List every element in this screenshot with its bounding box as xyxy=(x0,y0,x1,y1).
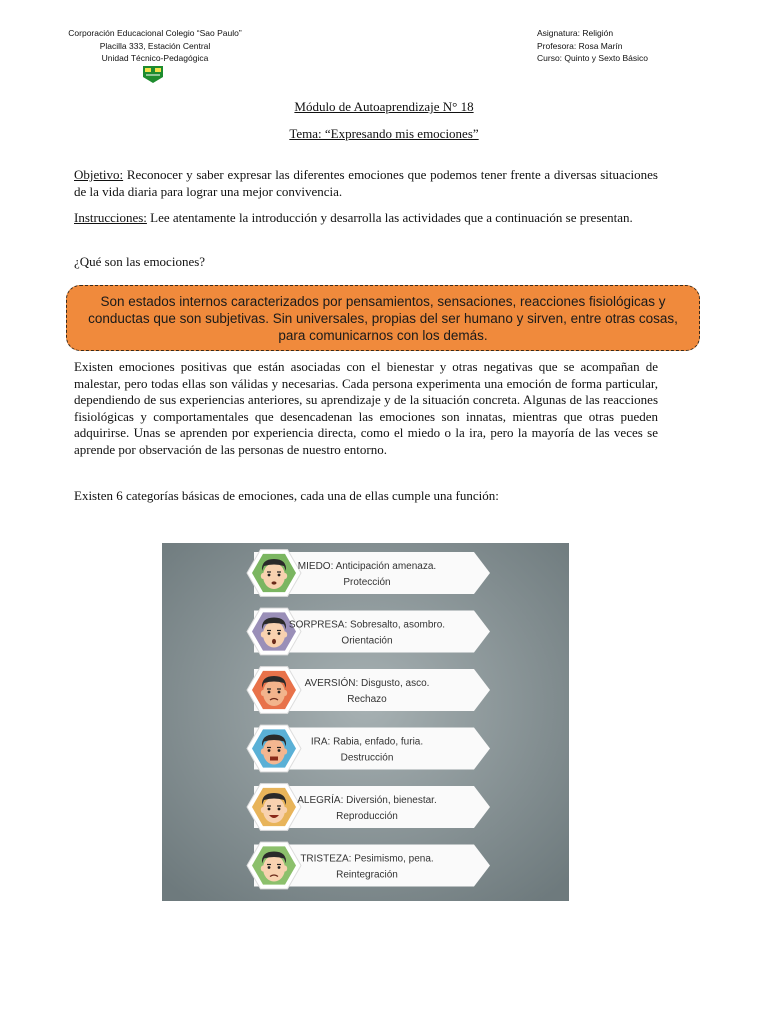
school-address: Placilla 333, Estación Central xyxy=(99,40,211,51)
definition-callout: Son estados internos caracterizados por pensamientos, sensaciones, reacciones fisiológicas y conductas que son subjetivas. Sin universales, propias del ser humano y sirven, entre otras cosas, para comunicarnos con los demás. xyxy=(66,285,700,351)
emotion-title: IRA: Rabia, enfado, furia. xyxy=(310,736,424,748)
topic-title: Tema: “Expresando mis emociones” xyxy=(289,126,479,141)
school-unit: Unidad Técnico-Pedagógica xyxy=(101,53,209,63)
subject: Asignatura: Religión xyxy=(537,28,614,38)
module-title: Módulo de Autoaprendizaje N° 18 xyxy=(294,99,474,114)
emotion-title: TRISTEZA: Pesimismo, pena. xyxy=(300,853,434,865)
course-info xyxy=(537,27,648,65)
emotions-infographic xyxy=(162,543,569,901)
emotions-infographic-svg xyxy=(162,543,569,901)
question-heading: ¿Qué son las emociones? xyxy=(74,254,206,269)
objective-paragraph xyxy=(74,167,658,200)
categories-intro: Existen 6 categorías básicas de emociones, cada una de ellas cumple una función: xyxy=(74,488,499,503)
instructions-text: Lee atentamente la introducción y desarrolla las actividades que a continuación se presentan. xyxy=(146,210,633,225)
emotion-title: MIEDO: Anticipación amenaza. xyxy=(297,561,437,572)
school-logo xyxy=(143,66,163,83)
emotion-row-surprise xyxy=(247,608,490,655)
emotion-title: SORPRESA: Sobresalto, asombro. xyxy=(288,619,446,631)
emotion-function: Rechazo xyxy=(347,694,387,705)
objective-text: Reconocer y saber expresar las diferentes emociones que podemos tener frente a diversas situaciones de la vida diaria para lograr una mejor convivencia. xyxy=(74,167,658,199)
emotion-function: Orientación xyxy=(341,635,393,647)
objective-label: Objetivo: xyxy=(74,167,124,182)
course: Curso: Quinto y Sexto Básico xyxy=(537,53,649,63)
school-name: Corporación Educacional Colegio “Sao Paulo” xyxy=(68,28,242,38)
emotion-function: Protección xyxy=(343,577,391,588)
emotion-function: Destrucción xyxy=(340,752,394,764)
emotion-function: Reproducción xyxy=(336,811,398,822)
emotion-row-disgust xyxy=(247,667,490,714)
instructions-label: Instrucciones: xyxy=(74,210,147,225)
emotion-title: ALEGRÍA: Diversión, bienestar. xyxy=(297,795,437,806)
emotion-row-anger xyxy=(247,725,490,772)
emotion-row-fear xyxy=(247,550,490,597)
emotion-row-sadness xyxy=(247,842,490,889)
emotion-title: AVERSIÓN: Disgusto, asco. xyxy=(304,678,430,689)
teacher: Profesora: Rosa Marín xyxy=(537,40,623,51)
body-paragraph: Existen emociones positivas que están asociadas con el bienestar y otras negativas que se acompañan de malestar, pero todas ellas son válidas y necesarias. Cada persona experimenta una emoción de forma particular, dependiendo de sus experiencias anteriores, su aprendizaje y de la situación concreta. Algunas de las reacciones fisiológicas y comportamentales que desencadenan las emociones son innatas, mientras que otras pueden adquirirse. Unas se aprenden por experiencia directa, como el miedo o la ira, pero la mayoría de las veces se aprende por observación de las personas de nuestro entorno. xyxy=(74,359,658,457)
instructions-paragraph xyxy=(74,210,658,227)
emotion-row-joy xyxy=(247,784,490,831)
emotion-function: Reintegración xyxy=(336,869,398,881)
school-info xyxy=(50,27,260,65)
